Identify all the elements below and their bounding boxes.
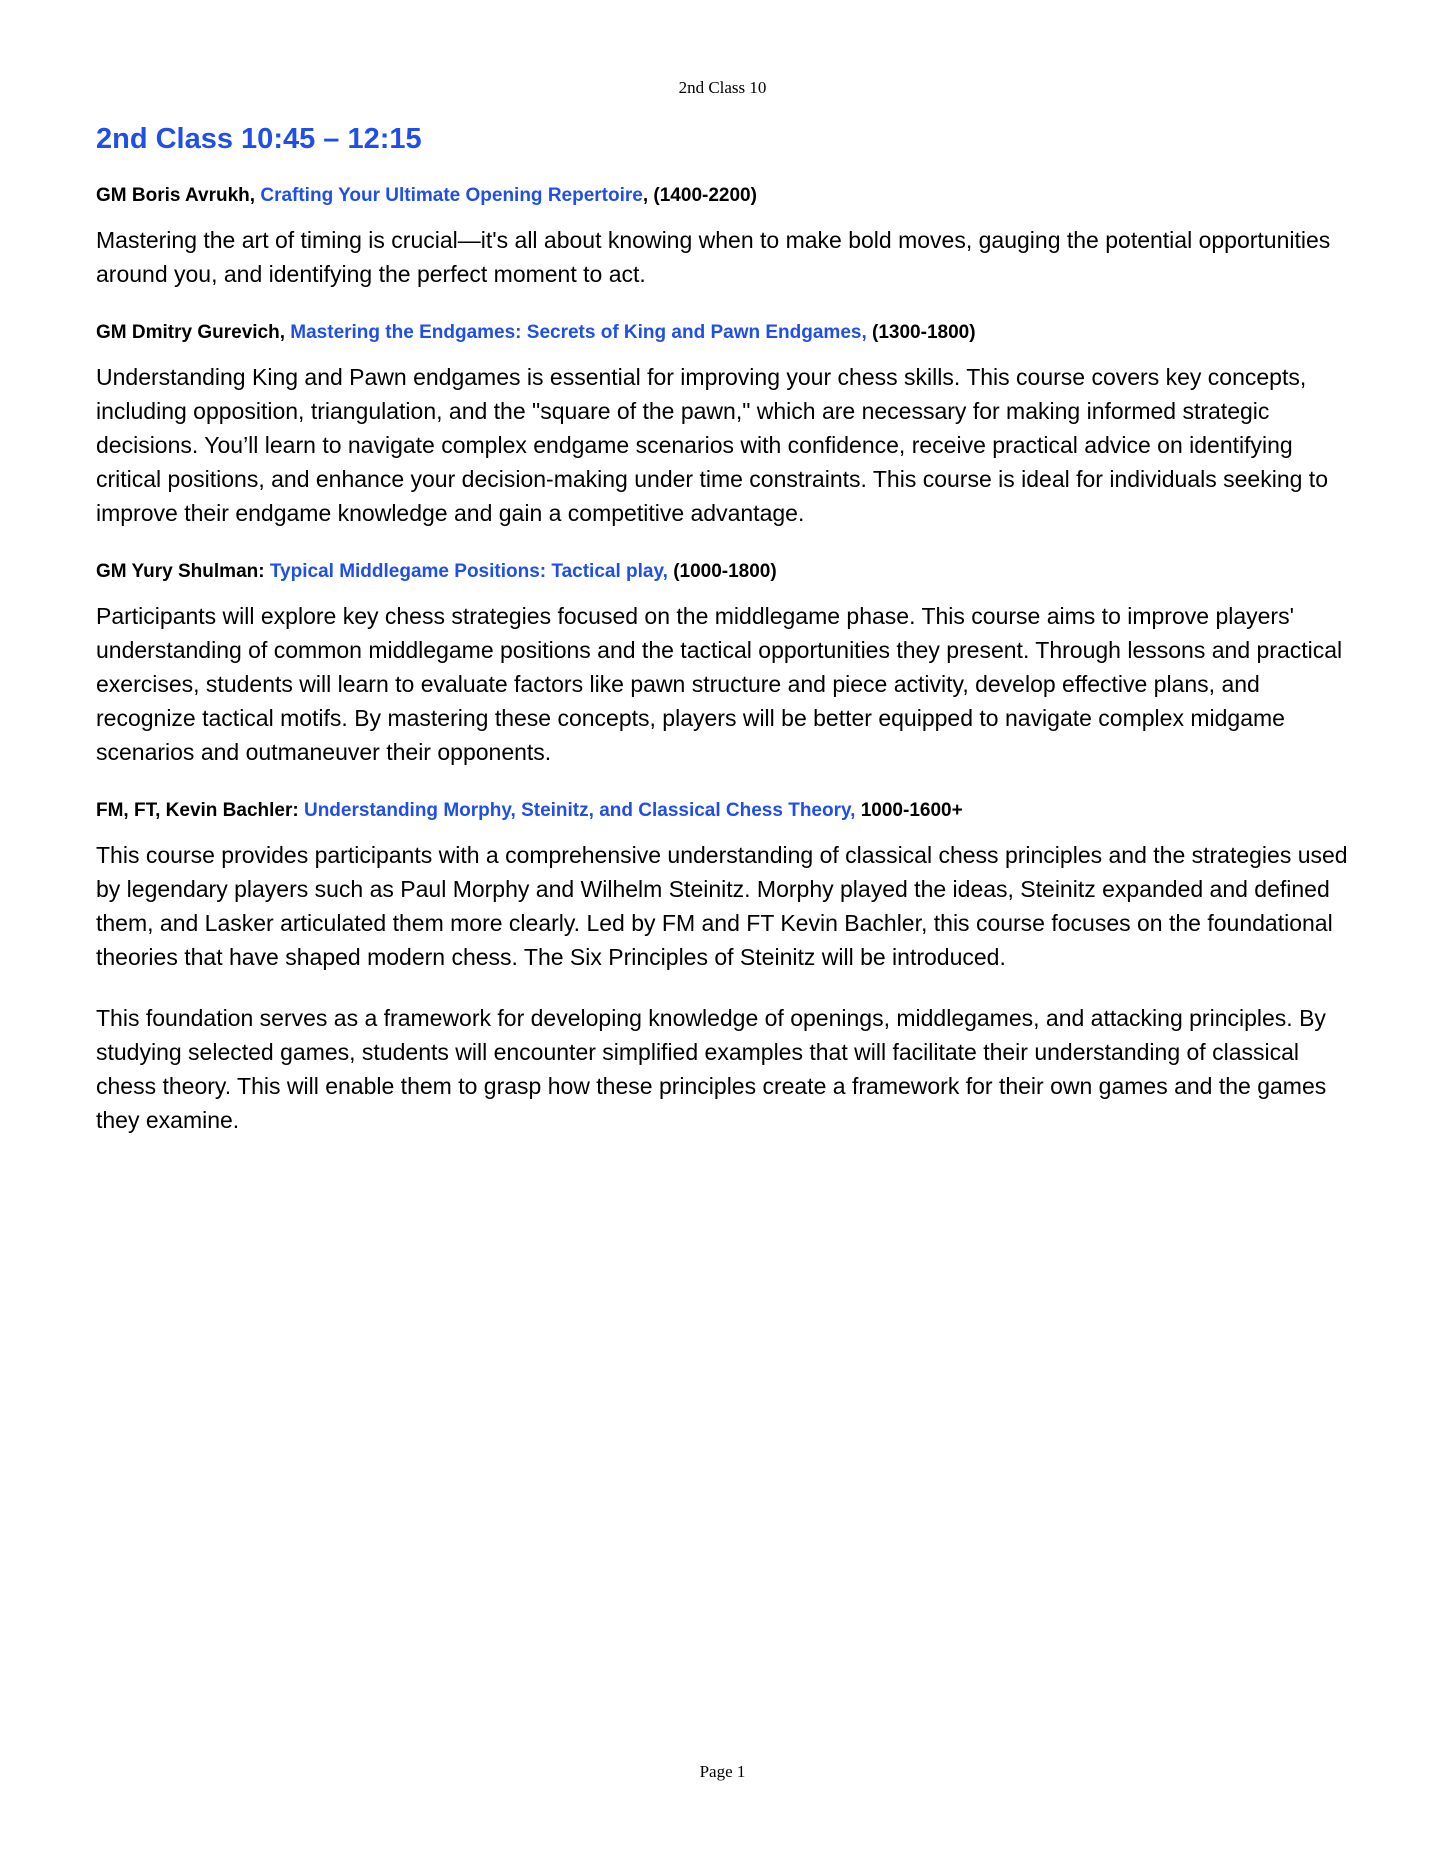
course-heading [96, 797, 1352, 824]
course-title-link: Crafting Your Ultimate Opening Repertoire [260, 185, 643, 206]
rating-range: (1300-1800) [872, 322, 976, 343]
course-title-link: Typical Middlegame Positions: Tactical play, [269, 561, 674, 582]
course-heading [96, 558, 1352, 585]
rating-range: , (1400-2200) [642, 185, 757, 206]
course-description: This foundation serves as a framework for developing knowledge of openings, middlegames, and attacking principles. By studying selected games, students will encounter simplified examples that will facilitate their understanding of classical chess theory. This will enable them to grasp how these principles create a framework for their own games and the games they examine. [96, 1005, 1327, 1133]
course-title-link: Mastering the Endgames: Secrets of King and Pawn Endgames, [290, 322, 873, 343]
rating-range: (1000-1800) [673, 561, 777, 582]
rating-range: 1000-1600+ [860, 800, 963, 821]
presenter-name: GM Dmitry Gurevich, [96, 322, 291, 343]
document-body [96, 120, 1352, 1165]
course-description: Mastering the art of timing is crucial—it's all about knowing when to make bold moves, gauging the potential opportunities around you, and identifying the perfect moment to act. [96, 227, 1331, 287]
presenter-name: GM Boris Avrukh, [96, 185, 261, 206]
page-number-footer: Page 1 [699, 1762, 746, 1781]
course-title-link: Understanding Morphy, Steinitz, and Classical Chess Theory, [303, 800, 861, 821]
course-description: Understanding King and Pawn endgames is essential for improving your chess skills. This course covers key concepts, including opposition, triangulation, and the "square of the pawn," which are necessary for making informed strategic decisions. You’ll learn to navigate complex endgame scenarios with confidence, receive practical advice on identifying critical positions, and enhance your decision-making under time constraints. This course is ideal for individuals seeking to improve their endgame knowledge and gain a competitive advantage. [96, 364, 1328, 526]
course-heading [96, 319, 1352, 346]
course-description: This course provides participants with a comprehensive understanding of classical chess principles and the strategies used by legendary players such as Paul Morphy and Wilhelm Steinitz. Morphy played the ideas, Steinitz expanded and defined them, and Lasker articulated them more clearly. Led by FM and FT Kevin Bachler, this course focuses on the foundational theories that have shaped modern chess. The Six Principles of Steinitz will be introduced. [96, 842, 1348, 970]
presenter-name: FM, FT, Kevin Bachler: [96, 800, 304, 821]
running-header: 2nd Class 10 [678, 78, 767, 97]
page-title: 2nd Class 10:45 – 12:15 [96, 123, 422, 155]
presenter-name: GM Yury Shulman: [96, 561, 270, 582]
course-description: Participants will explore key chess strategies focused on the middlegame phase. This course aims to improve players' understanding of common middlegame positions and the tactical opportunities they present. Through lessons and practical exercises, students will learn to evaluate factors like pawn structure and piece activity, develop effective plans, and recognize tactical motifs. By mastering these concepts, players will be better equipped to navigate complex midgame scenarios and outmaneuver their opponents. [96, 603, 1343, 765]
course-heading [96, 182, 1352, 209]
